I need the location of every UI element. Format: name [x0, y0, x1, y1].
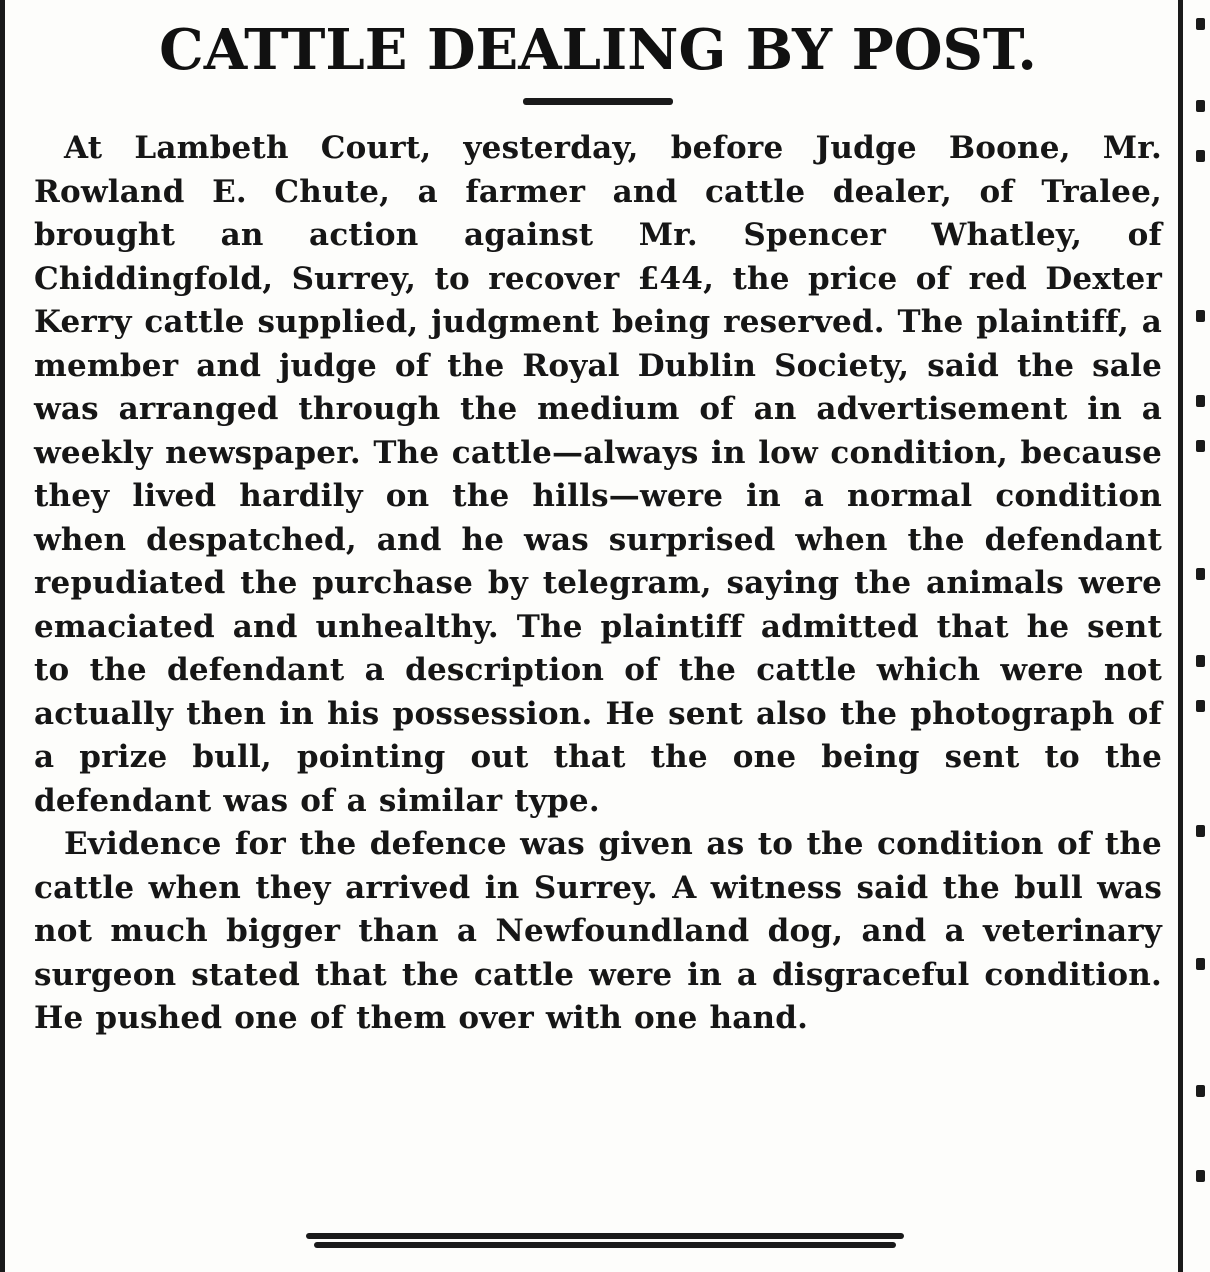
adjacent-glyph-fragment	[1196, 395, 1205, 407]
left-column-rule	[0, 0, 5, 1272]
rule-bar	[314, 1242, 896, 1248]
adjacent-glyph-fragment	[1196, 825, 1205, 837]
adjacent-glyph-fragment	[1196, 1085, 1205, 1097]
adjacent-glyph-fragment	[1196, 150, 1205, 162]
right-column-rule	[1178, 0, 1183, 1272]
rule-bar	[306, 1233, 904, 1239]
headline: CATTLE DEALING BY POST.	[159, 17, 1037, 83]
adjacent-glyph-fragment	[1196, 700, 1205, 712]
adjacent-column-fragment	[1186, 0, 1210, 1272]
adjacent-glyph-fragment	[1196, 568, 1205, 580]
adjacent-glyph-fragment	[1196, 440, 1205, 452]
adjacent-glyph-fragment	[1196, 1170, 1205, 1182]
paragraph: Evidence for the defence was given as to the condition of the cattle when they arrived in Surrey. A witness said the bull was not much bigger than a Newfoundland dog, and a veterinary surgeon stated that the cattle were in a disgraceful condition. He pushed one of them over with one hand.	[34, 826, 1162, 1036]
article-body	[34, 127, 1162, 1041]
article	[34, 14, 1162, 1041]
adjacent-glyph-fragment	[1196, 100, 1205, 112]
end-of-article-rule	[306, 1233, 904, 1251]
adjacent-glyph-fragment	[1196, 310, 1205, 322]
paragraph: At Lambeth Court, yesterday, before Judge Boone, Mr. Rowland E. Chute, a farmer and cattle dealer, of Tralee, brought an action against Mr. Spencer Whatley, of Chiddingfold, Surrey, to recover £44, the price of red Dexter Kerry cattle supplied, judgment being reserved. The plaintiff, a member and judge of the Royal Dublin Society, said the sale was arranged through the medium of an advertisement in a weekly newspaper. The cattle—always in low condition, because they lived hardily on the hills—were in a normal condition when despatched, and he was surprised when the defendant repudiated the purchase by telegram, saying the animals were emaciated and unhealthy. The plaintiff admitted that he sent to the defendant a description of the cattle which were not actually then in his possession. He sent also the photograph of a prize bull, pointing out that the one being sent to the defendant was of a similar type.	[34, 130, 1162, 819]
adjacent-glyph-fragment	[1196, 655, 1205, 667]
adjacent-glyph-fragment	[1196, 18, 1205, 30]
headline-rule	[523, 98, 673, 105]
adjacent-glyph-fragment	[1196, 958, 1205, 970]
